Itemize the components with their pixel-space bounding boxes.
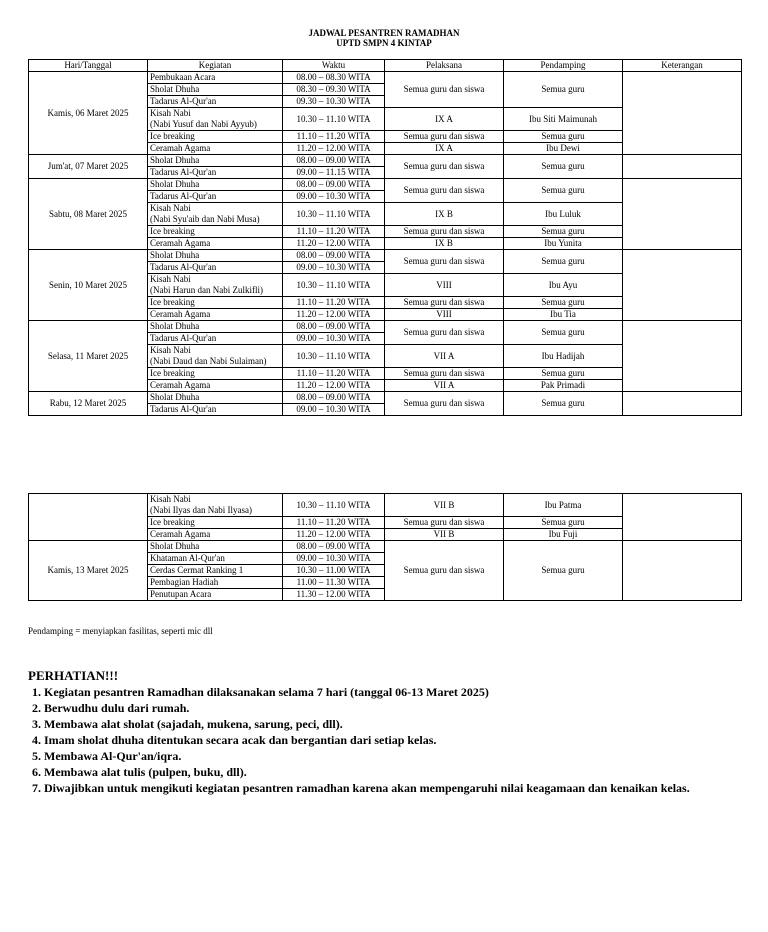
- kegiatan-text: Pembukaan Acara: [150, 72, 216, 82]
- pelaksana-cell: VII B: [385, 494, 504, 517]
- pendamping-cell: Semua guru: [504, 368, 623, 380]
- pelaksana-cell: VII B: [385, 529, 504, 541]
- waktu-cell: 08.00 – 09.00 WITA: [283, 155, 385, 167]
- rule-item: 3. Membawa alat sholat (sajadah, mukena, sarung, peci, dll).: [44, 716, 690, 732]
- pendamping-cell: Semua guru: [504, 179, 623, 203]
- pendamping-cell: Semua guru: [504, 226, 623, 238]
- waktu-cell: 11.20 – 12.00 WITA: [283, 143, 385, 155]
- pendamping-cell: Ibu Dewi: [504, 143, 623, 155]
- kegiatan-cell: [148, 203, 283, 226]
- pelaksana-cell: VII A: [385, 380, 504, 392]
- waktu-cell: 11.20 – 12.00 WITA: [283, 238, 385, 250]
- kegiatan-cell: [148, 541, 283, 553]
- kegiatan-text: Tadarus Al-Qur'an: [150, 333, 217, 343]
- pendamping-cell: Ibu Siti Maimunah: [504, 108, 623, 131]
- kegiatan-text: Pembagian Hadiah: [150, 577, 219, 587]
- pelaksana-cell: IX A: [385, 143, 504, 155]
- header-waktu: Waktu: [283, 60, 385, 72]
- kegiatan-cell: [148, 250, 283, 262]
- day-cell: Sabtu, 08 Maret 2025: [29, 179, 148, 250]
- document-subtitle: UPTD SMPN 4 KINTAP: [336, 38, 432, 48]
- kegiatan-cell: [148, 589, 283, 601]
- kegiatan-cell: [148, 167, 283, 179]
- pelaksana-cell: Semua guru dan siswa: [385, 226, 504, 238]
- day-cell: Senin, 10 Maret 2025: [29, 250, 148, 321]
- pelaksana-cell: IX A: [385, 108, 504, 131]
- kegiatan-cell: [148, 333, 283, 345]
- kegiatan-cell: [148, 553, 283, 565]
- table-row: [29, 72, 742, 84]
- kegiatan-text: Tadarus Al-Qur'an: [150, 96, 217, 106]
- kegiatan-text: Sholat Dhuha: [150, 155, 200, 165]
- waktu-cell: 10.30 – 11.10 WITA: [283, 108, 385, 131]
- waktu-cell: 08.30 – 09.30 WITA: [283, 84, 385, 96]
- pelaksana-cell: Semua guru dan siswa: [385, 179, 504, 203]
- kegiatan-text: Sholat Dhuha: [150, 250, 200, 260]
- waktu-cell: 09.00 – 10.30 WITA: [283, 404, 385, 416]
- kegiatan-text: Kisah Nabi: [150, 203, 191, 213]
- pelaksana-cell: Semua guru dan siswa: [385, 541, 504, 601]
- kegiatan-text: Ceramah Agama: [150, 309, 211, 319]
- pendamping-cell: Semua guru: [504, 392, 623, 416]
- schedule-body: [29, 72, 742, 416]
- kegiatan-cell: [148, 108, 283, 131]
- kegiatan-cell: [148, 155, 283, 167]
- waktu-cell: 09.00 – 10.30 WITA: [283, 333, 385, 345]
- header-hari: Hari/Tanggal: [29, 60, 148, 72]
- kegiatan-text: Kisah Nabi: [150, 108, 191, 118]
- pendamping-cell: Semua guru: [504, 297, 623, 309]
- day-cell: Rabu, 12 Maret 2025: [29, 392, 148, 416]
- kegiatan-text: Tadarus Al-Qur'an: [150, 191, 217, 201]
- kegiatan-text: Ceramah Agama: [150, 143, 211, 153]
- kegiatan-text: Sholat Dhuha: [150, 84, 200, 94]
- kegiatan-cell: [148, 529, 283, 541]
- kegiatan-cell: [148, 494, 283, 517]
- kegiatan-text: Ice breaking: [150, 368, 195, 378]
- pendamping-cell: Semua guru: [504, 517, 623, 529]
- kegiatan-subtext: (Nabi Harun dan Nabi Zulkifli): [150, 285, 263, 295]
- keterangan-cell: [623, 250, 742, 321]
- waktu-cell: 09.00 – 10.30 WITA: [283, 191, 385, 203]
- waktu-cell: 08.00 – 08.30 WITA: [283, 72, 385, 84]
- table-row: [29, 155, 742, 167]
- keterangan-cell: [623, 392, 742, 416]
- header-pelaksana: Pelaksana: [385, 60, 504, 72]
- kegiatan-cell: [148, 274, 283, 297]
- pelaksana-cell: Semua guru dan siswa: [385, 297, 504, 309]
- table-row: [29, 494, 742, 517]
- kegiatan-text: Sholat Dhuha: [150, 321, 200, 331]
- kegiatan-text: Sholat Dhuha: [150, 179, 200, 189]
- table-row: [29, 392, 742, 404]
- rule-item: 6. Membawa alat tulis (pulpen, buku, dll).: [44, 764, 690, 780]
- waktu-cell: 11.10 – 11.20 WITA: [283, 517, 385, 529]
- kegiatan-cell: [148, 517, 283, 529]
- pendamping-cell: Ibu Yunita: [504, 238, 623, 250]
- pendamping-cell: Ibu Luluk: [504, 203, 623, 226]
- schedule-table: [28, 59, 742, 416]
- pelaksana-cell: Semua guru dan siswa: [385, 72, 504, 108]
- pendamping-cell: Pak Primadi: [504, 380, 623, 392]
- kegiatan-text: Tadarus Al-Qur'an: [150, 404, 217, 414]
- waktu-cell: 09.00 – 10.30 WITA: [283, 262, 385, 274]
- pelaksana-cell: Semua guru dan siswa: [385, 250, 504, 274]
- kegiatan-cell: [148, 297, 283, 309]
- pelaksana-cell: VIII: [385, 274, 504, 297]
- kegiatan-cell: [148, 321, 283, 333]
- kegiatan-cell: [148, 179, 283, 191]
- waktu-cell: 10.30 – 11.10 WITA: [283, 494, 385, 517]
- keterangan-cell: [623, 321, 742, 392]
- waktu-cell: 09.00 – 11.15 WITA: [283, 167, 385, 179]
- waktu-cell: 10.30 – 11.10 WITA: [283, 274, 385, 297]
- kegiatan-cell: [148, 238, 283, 250]
- kegiatan-text: Ice breaking: [150, 226, 195, 236]
- waktu-cell: 08.00 – 09.00 WITA: [283, 250, 385, 262]
- kegiatan-text: Khataman Al-Qur'an: [150, 553, 225, 563]
- waktu-cell: 11.00 – 11.30 WITA: [283, 577, 385, 589]
- kegiatan-subtext: (Nabi Daud dan Nabi Sulaiman): [150, 356, 267, 366]
- document-title: JADWAL PESANTREN RAMADHAN: [308, 28, 460, 38]
- waktu-cell: 08.00 – 09.00 WITA: [283, 321, 385, 333]
- table-row: [29, 179, 742, 191]
- kegiatan-text: Cerdas Cermat Ranking 1: [150, 565, 244, 575]
- waktu-cell: 11.10 – 11.20 WITA: [283, 368, 385, 380]
- kegiatan-text: Ice breaking: [150, 297, 195, 307]
- schedule-table-continued: [28, 493, 742, 601]
- kegiatan-cell: [148, 262, 283, 274]
- pendamping-cell: Semua guru: [504, 155, 623, 179]
- perhatian-heading: PERHATIAN!!!: [28, 668, 119, 683]
- kegiatan-cell: [148, 404, 283, 416]
- pelaksana-cell: IX B: [385, 203, 504, 226]
- rule-item: 7. Diwajibkan untuk mengikuti kegiatan pesantren ramadhan karena akan mempengaruhi nilai keagamaan dan kenaikan kelas.: [44, 780, 690, 796]
- pendamping-cell: Semua guru: [504, 321, 623, 345]
- kegiatan-text: Ceramah Agama: [150, 238, 211, 248]
- kegiatan-text: Ceramah Agama: [150, 529, 211, 539]
- rule-item: 2. Berwudhu dulu dari rumah.: [44, 700, 690, 716]
- table-row: [29, 321, 742, 333]
- day-cell: Kamis, 13 Maret 2025: [29, 541, 148, 601]
- kegiatan-subtext: (Nabi Ilyas dan Nabi Ilyasa): [150, 505, 252, 515]
- waktu-cell: 10.30 – 11.10 WITA: [283, 203, 385, 226]
- keterangan-cell: [623, 155, 742, 179]
- table-header-row: [29, 60, 742, 72]
- kegiatan-text: Sholat Dhuha: [150, 392, 200, 402]
- waktu-cell: 09.00 – 10.30 WITA: [283, 553, 385, 565]
- kegiatan-subtext: (Nabi Syu'aib dan Nabi Musa): [150, 214, 260, 224]
- day-cell: Kamis, 06 Maret 2025: [29, 72, 148, 155]
- pendamping-cell: Ibu Patma: [504, 494, 623, 517]
- kegiatan-cell: [148, 380, 283, 392]
- pelaksana-cell: Semua guru dan siswa: [385, 392, 504, 416]
- kegiatan-cell: [148, 345, 283, 368]
- pelaksana-cell: VII A: [385, 345, 504, 368]
- waktu-cell: 11.10 – 11.20 WITA: [283, 131, 385, 143]
- kegiatan-text: Ice breaking: [150, 131, 195, 141]
- rule-item: 5. Membawa Al-Qur'an/iqra.: [44, 748, 690, 764]
- pendamping-cell: Semua guru: [504, 541, 623, 601]
- kegiatan-text: Kisah Nabi: [150, 345, 191, 355]
- waktu-cell: 11.20 – 12.00 WITA: [283, 380, 385, 392]
- pendamping-cell: Ibu Hadijah: [504, 345, 623, 368]
- rules-list: [28, 684, 690, 796]
- kegiatan-text: Ceramah Agama: [150, 380, 211, 390]
- pelaksana-cell: Semua guru dan siswa: [385, 321, 504, 345]
- pelaksana-cell: Semua guru dan siswa: [385, 517, 504, 529]
- kegiatan-text: Kisah Nabi: [150, 274, 191, 284]
- kegiatan-cell: [148, 191, 283, 203]
- kegiatan-text: Kisah Nabi: [150, 494, 191, 504]
- day-cell: Selasa, 11 Maret 2025: [29, 321, 148, 392]
- kegiatan-cell: [148, 72, 283, 84]
- keterangan-cell: [623, 541, 742, 601]
- kegiatan-cell: [148, 368, 283, 380]
- day-cell: [29, 494, 148, 541]
- rule-item: 4. Imam sholat dhuha ditentukan secara acak dan bergantian dari setiap kelas.: [44, 732, 690, 748]
- table-row: [29, 541, 742, 553]
- kegiatan-cell: [148, 577, 283, 589]
- pendamping-cell: Semua guru: [504, 72, 623, 108]
- rule-item: 1. Kegiatan pesantren Ramadhan dilaksanakan selama 7 hari (tanggal 06-13 Maret 2025): [44, 684, 690, 700]
- waktu-cell: 11.10 – 11.20 WITA: [283, 226, 385, 238]
- keterangan-cell: [623, 72, 742, 155]
- pendamping-cell: Semua guru: [504, 131, 623, 143]
- waktu-cell: 10.30 – 11.10 WITA: [283, 345, 385, 368]
- waktu-cell: 08.00 – 09.00 WITA: [283, 541, 385, 553]
- header-pendamping: Pendamping: [504, 60, 623, 72]
- pelaksana-cell: Semua guru dan siswa: [385, 155, 504, 179]
- kegiatan-cell: [148, 84, 283, 96]
- kegiatan-text: Penutupan Acara: [150, 589, 212, 599]
- kegiatan-cell: [148, 309, 283, 321]
- header-kegiatan: Kegiatan: [148, 60, 283, 72]
- pelaksana-cell: Semua guru dan siswa: [385, 131, 504, 143]
- pelaksana-cell: Semua guru dan siswa: [385, 368, 504, 380]
- schedule-body-continued: [29, 494, 742, 601]
- table-row: [29, 250, 742, 262]
- waktu-cell: 09.30 – 10.30 WITA: [283, 96, 385, 108]
- keterangan-cell: [623, 179, 742, 250]
- waktu-cell: 11.10 – 11.20 WITA: [283, 297, 385, 309]
- pendamping-cell: Ibu Tia: [504, 309, 623, 321]
- kegiatan-text: Ice breaking: [150, 517, 195, 527]
- waktu-cell: 11.20 – 12.00 WITA: [283, 529, 385, 541]
- pendamping-cell: Ibu Ayu: [504, 274, 623, 297]
- footnote: Pendamping = menyiapkan fasilitas, seperti mic dll: [28, 626, 213, 636]
- pendamping-cell: Semua guru: [504, 250, 623, 274]
- waktu-cell: 11.20 – 12.00 WITA: [283, 309, 385, 321]
- kegiatan-cell: [148, 392, 283, 404]
- kegiatan-cell: [148, 565, 283, 577]
- keterangan-cell: [623, 494, 742, 541]
- kegiatan-text: Tadarus Al-Qur'an: [150, 262, 217, 272]
- waktu-cell: 08.00 – 09.00 WITA: [283, 179, 385, 191]
- pelaksana-cell: VIII: [385, 309, 504, 321]
- kegiatan-text: Sholat Dhuha: [150, 541, 200, 551]
- kegiatan-text: Tadarus Al-Qur'an: [150, 167, 217, 177]
- header-keterangan: Keterangan: [623, 60, 742, 72]
- kegiatan-cell: [148, 143, 283, 155]
- kegiatan-cell: [148, 226, 283, 238]
- pelaksana-cell: IX B: [385, 238, 504, 250]
- waktu-cell: 10.30 – 11.00 WITA: [283, 565, 385, 577]
- pendamping-cell: Ibu Fuji: [504, 529, 623, 541]
- kegiatan-cell: [148, 96, 283, 108]
- day-cell: Jum'at, 07 Maret 2025: [29, 155, 148, 179]
- waktu-cell: 08.00 – 09.00 WITA: [283, 392, 385, 404]
- kegiatan-subtext: (Nabi Yusuf dan Nabi Ayyub): [150, 119, 257, 129]
- kegiatan-cell: [148, 131, 283, 143]
- waktu-cell: 11.30 – 12.00 WITA: [283, 589, 385, 601]
